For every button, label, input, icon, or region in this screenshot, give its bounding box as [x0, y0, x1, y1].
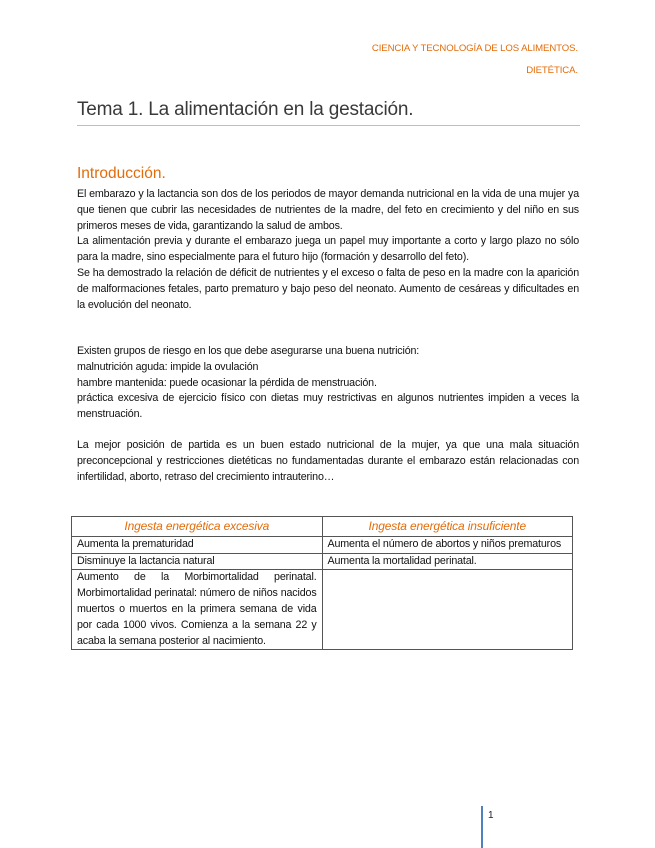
page-title: Tema 1. La alimentación en la gestación. — [77, 99, 580, 126]
paragraph: La mejor posición de partida es un buen estado nutricional de la mujer, ya que una mala situación preconcepcional y restricciones dietéticas no fundamentadas durante el embarazo están relacionadas con infertilidad, aborto, retraso del crecimiento intrauterino… — [77, 439, 579, 483]
paragraph: El embarazo y la lactancia son dos de los periodos de mayor demanda nutricional en la vida de una mujer ya que tienen que cubrir las necesidades de nutrientes de la madre, del feto en crecimiento y del niño en sus primeros meses de vida, garantizando la salud de ambos. — [77, 188, 579, 232]
table-header-insufficient: Ingesta energética insuficiente — [322, 517, 572, 537]
energy-intake-table — [71, 516, 573, 650]
page-number-bar — [481, 806, 483, 848]
intro-paragraphs — [77, 187, 579, 313]
section-heading: Introducción. — [77, 165, 166, 182]
table-row — [72, 553, 573, 570]
table-row — [72, 536, 573, 553]
header-subject: CIENCIA Y TECNOLOGÍA DE LOS ALIMENTOS. — [371, 43, 578, 54]
risk-item: hambre mantenida: puede ocasionar la pérdida de menstruación. — [77, 376, 377, 389]
paragraph: La alimentación previa y durante el embarazo juega un papel muy importante a corto y largo plazo no sólo para la madre, sino especialmente para el futuro hijo (formación y desarrollo del feto). — [77, 235, 579, 264]
table-cell: Aumenta el número de abortos y niños prematuros — [322, 536, 572, 553]
table-header-row — [72, 517, 573, 537]
table-cell: Aumento de la Morbimortalidad perinatal. Morbimortalidad perinatal: número de niños nacidos muertos o muertos en la primera semana de vida por cada 1000 vivos. Comienza a la semana 22 y acaba la semana posterior al nacimiento. — [72, 570, 323, 650]
table-cell: Disminuye la lactancia natural — [72, 553, 323, 570]
closing-paragraph — [77, 438, 579, 485]
risk-item: práctica excesiva de ejercicio físico con dietas muy restrictivas en algunos nutrientes impiden a veces la menstruación. — [77, 392, 579, 421]
table-cell: Aumenta la mortalidad perinatal. — [322, 553, 572, 570]
page-number: 1 — [488, 810, 494, 821]
table-header-excess: Ingesta energética excesiva — [72, 517, 323, 537]
paragraph: Se ha demostrado la relación de déficit de nutrientes y el exceso o falta de peso en la madre con la aparición de malformaciones fetales, parto prematuro y bajo peso del neonato. Aumento de cesáreas y dificultades en la evolución del neonato. — [77, 266, 579, 311]
risk-groups — [77, 344, 579, 423]
table-cell — [322, 570, 572, 650]
risk-intro: Existen grupos de riesgo en los que debe asegurarse una buena nutrición: — [77, 345, 420, 357]
table-row — [72, 570, 573, 650]
table-cell: Aumenta la prematuridad — [72, 536, 323, 553]
header-course: DIETÉTICA. — [526, 65, 578, 76]
risk-item: malnutrición aguda: impide la ovulación — [77, 360, 259, 373]
